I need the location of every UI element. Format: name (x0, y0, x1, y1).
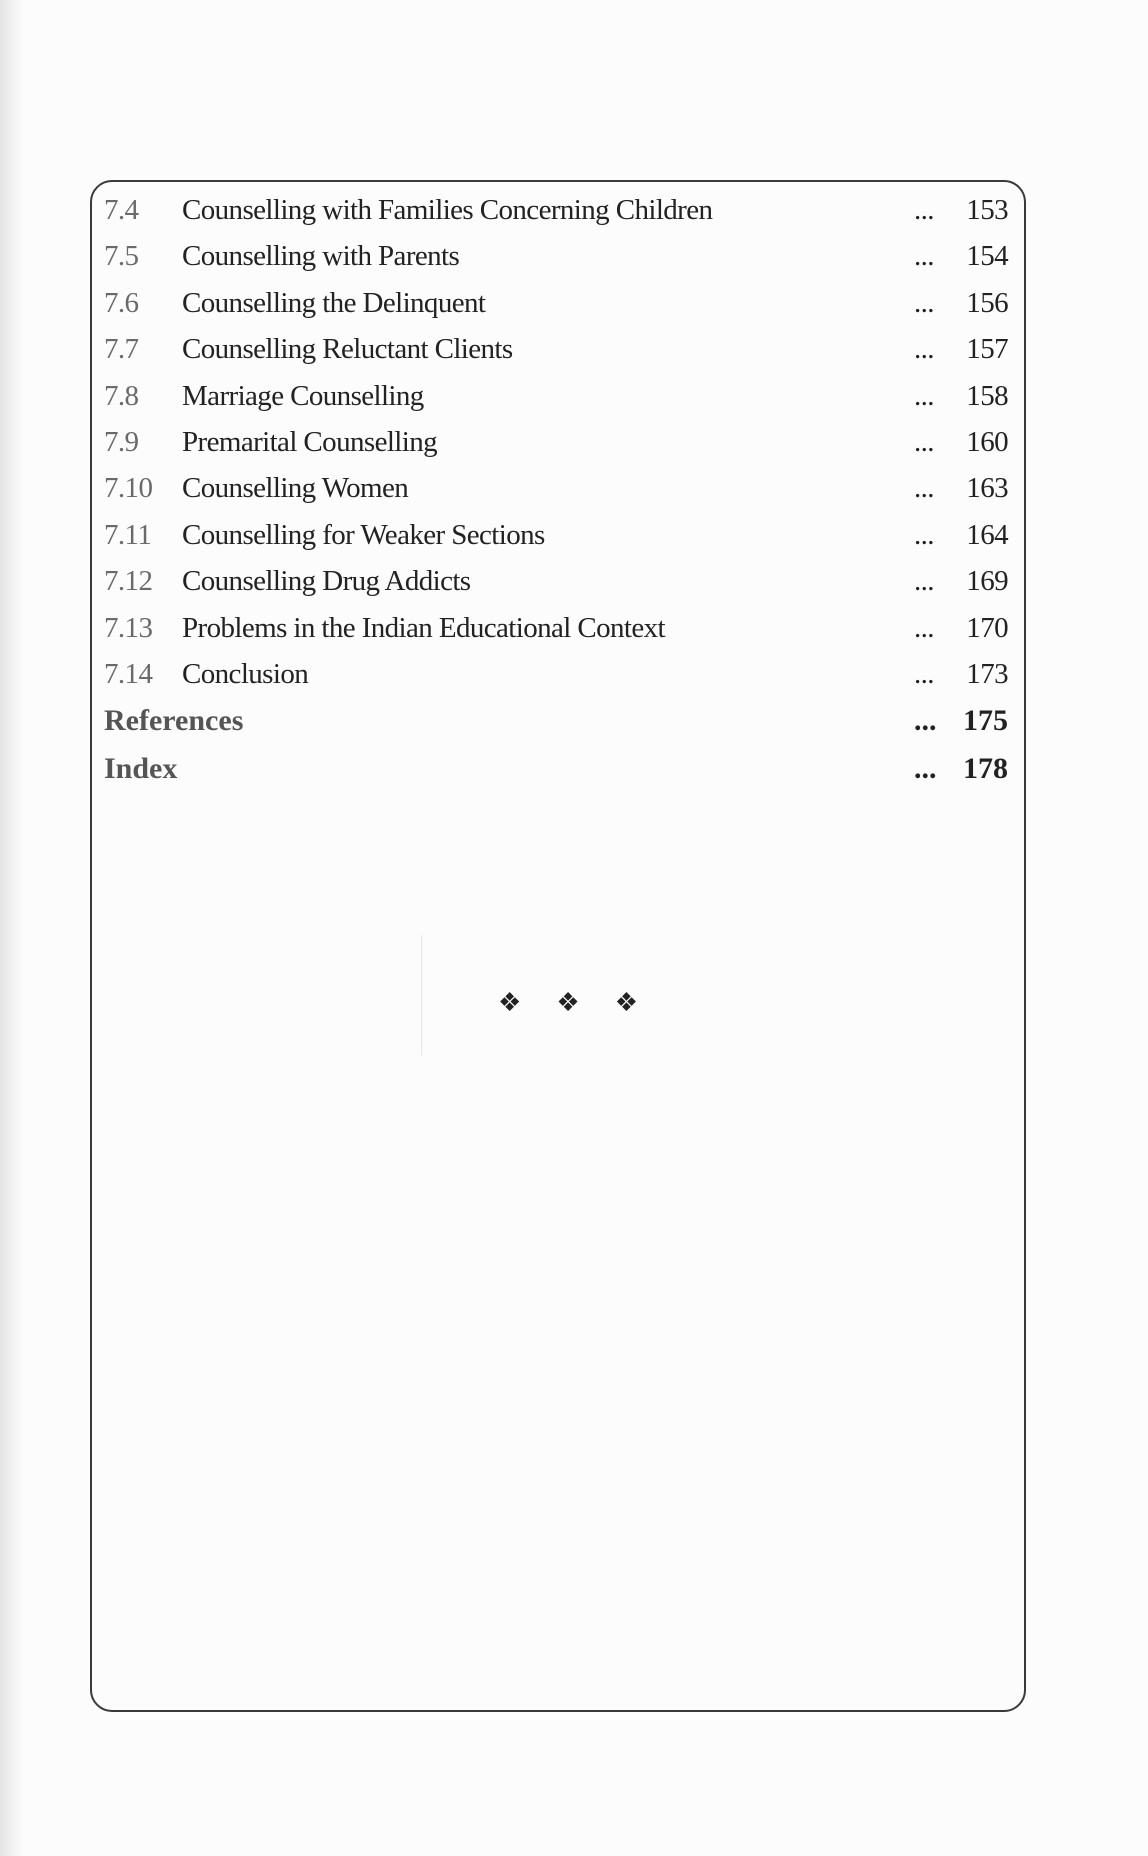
entry-title: Counselling Reluctant Clients (182, 333, 513, 366)
entry-number: 7.8 (104, 379, 139, 412)
entry-number: 7.11 (104, 518, 152, 551)
entry-title: Premarital Counselling (182, 425, 438, 458)
entry-leader: ... (914, 704, 937, 738)
entry-leader: ... (914, 472, 934, 505)
entry-title: Problems in the Indian Educational Context (182, 611, 666, 644)
entry-page: 160 (966, 425, 1008, 458)
toc-entry-7-13 (104, 606, 1008, 652)
entry-page: 158 (966, 379, 1008, 412)
entry-page: 173 (966, 657, 1008, 690)
entry-number: 7.9 (104, 425, 139, 458)
table-of-contents (104, 188, 1008, 794)
toc-entry-references (104, 698, 1008, 746)
section-end-ornament (498, 988, 638, 1018)
entry-leader: ... (914, 240, 934, 273)
toc-entry-7-9 (104, 420, 1008, 466)
toc-entry-7-6 (104, 281, 1008, 327)
diamond-ornament-icon: ❖ (498, 988, 522, 1017)
entry-leader: ... (914, 286, 934, 319)
toc-entry-7-5 (104, 234, 1008, 280)
entry-number: 7.6 (104, 286, 139, 319)
entry-number: 7.13 (104, 611, 153, 644)
entry-page: 164 (966, 518, 1008, 551)
entry-number: 7.14 (104, 657, 153, 690)
entry-page: 156 (966, 286, 1008, 319)
entry-leader: ... (914, 425, 934, 458)
diamond-ornament-icon: ❖ (614, 988, 638, 1017)
references-page: 175 (963, 704, 1008, 738)
entry-leader: ... (914, 518, 934, 551)
entry-page: 153 (966, 194, 1008, 226)
page-edge-shadow (0, 0, 22, 1856)
entry-title: Counselling for Weaker Sections (182, 518, 545, 551)
entry-leader: ... (914, 565, 934, 598)
entry-title: Counselling the Delinquent (182, 286, 486, 319)
toc-entry-7-7 (104, 327, 1008, 373)
toc-entry-7-14 (104, 652, 1008, 698)
entry-page: 163 (966, 472, 1008, 505)
entry-leader: ... (914, 657, 934, 690)
entry-leader: ... (914, 752, 937, 786)
toc-entry-7-10 (104, 466, 1008, 512)
entry-number: 7.5 (104, 240, 139, 273)
toc-entry-7-12 (104, 559, 1008, 605)
entry-leader: ... (914, 611, 934, 644)
entry-title: Counselling with Families Concerning Children (182, 194, 713, 226)
entry-leader: ... (914, 333, 934, 366)
entry-page: 154 (966, 240, 1008, 273)
references-title: References (104, 704, 244, 738)
entry-title: Counselling Women (182, 472, 409, 505)
entry-title: Conclusion (182, 657, 309, 690)
entry-number: 7.4 (104, 194, 139, 226)
entry-page: 157 (966, 333, 1008, 366)
index-title: Index (104, 752, 178, 786)
index-page: 178 (963, 752, 1008, 786)
toc-entry-7-4 (104, 188, 1008, 234)
toc-entry-index (104, 746, 1008, 794)
entry-leader: ... (914, 194, 934, 226)
entry-page: 169 (966, 565, 1008, 598)
entry-title: Counselling with Parents (182, 240, 460, 273)
entry-page: 170 (966, 611, 1008, 644)
toc-entry-7-8 (104, 374, 1008, 420)
entry-title: Counselling Drug Addicts (182, 565, 471, 598)
entry-leader: ... (914, 379, 934, 412)
entry-number: 7.10 (104, 472, 153, 505)
entry-title: Marriage Counselling (182, 379, 424, 412)
entry-number: 7.12 (104, 565, 153, 598)
entry-number: 7.7 (104, 333, 139, 366)
diamond-ornament-icon: ❖ (556, 988, 580, 1017)
toc-entry-7-11 (104, 513, 1008, 559)
